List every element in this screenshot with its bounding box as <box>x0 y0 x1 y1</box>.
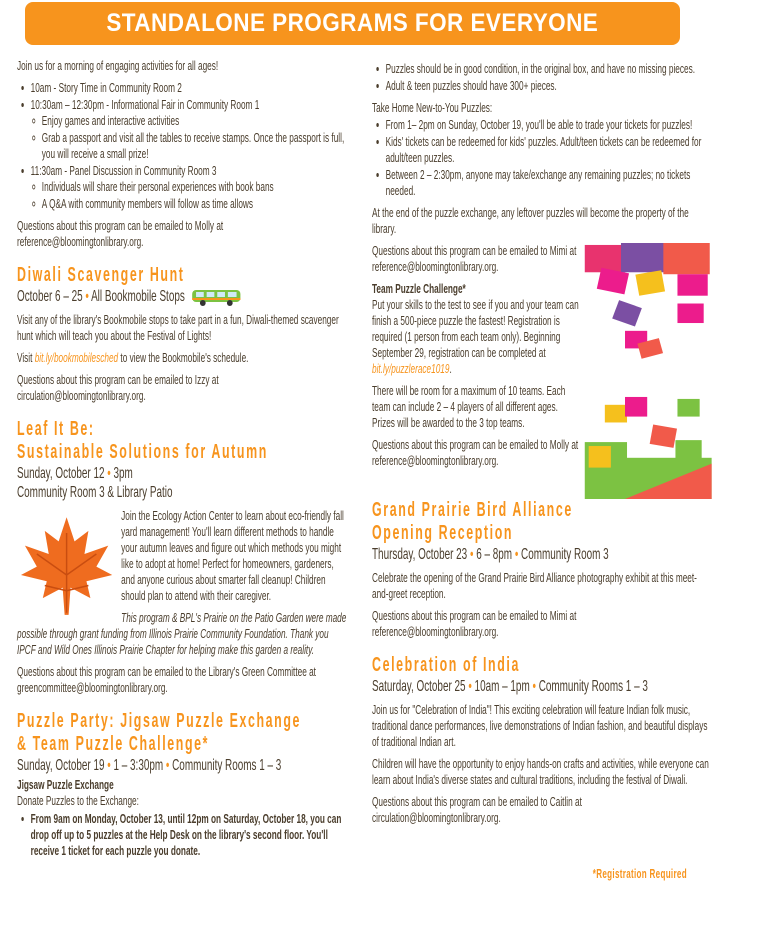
diwali-contact: Questions about this program can be emailed to Izzy at circulation@bloomingtonlibrary.org. <box>17 372 219 403</box>
diwali-description: Visit any of the library's Bookmobile stops to take part in a fun, Diwali-themed scavenger hunt which will teach you about the Festival of Lights! <box>17 312 339 343</box>
leftover-note: At the end of the puzzle exchange, any leftover puzzles will become the property of the library. <box>372 205 689 236</box>
leaf-location: Community Room 3 & Library Patio <box>17 484 173 501</box>
takehome-heading: Take Home New-to-You Puzzles: <box>372 100 493 115</box>
india-children: Children will have the opportunity to enjoy hands-on crafts and activities, while everyone can learn about India's diverse states and cultural traditions, including the festival of Diwali. <box>372 756 709 787</box>
date-text: Saturday, October 25 <box>372 678 466 695</box>
bird-contact: Questions about this program can be emailed to Mimi at reference@bloomingtonlibrary.org. <box>372 608 577 639</box>
title-line: Puzzle Party: Jigsaw Puzzle Exchange <box>17 710 302 732</box>
puzzle-race-link[interactable]: bit.ly/puzzlerace1019 <box>372 361 450 376</box>
bird-program <box>372 499 712 640</box>
donate-item: • From 9am on Monday, October 13, until 12pm on Saturday, October 18, you can drop off up to 5 puzzles at the Help Desk on the library's second floor. You'll receive 1 ticket for each puzzle you donate. <box>31 811 347 859</box>
intro-text: Join us for a morning of engaging activities for all ages! <box>17 58 219 73</box>
time-text: 6 – 8pm <box>476 546 513 563</box>
registration-note: *Registration Required <box>592 866 687 881</box>
date-text: October 6 – 25 <box>17 288 83 305</box>
bookmobile-schedule-link[interactable]: bit.ly/bookmobilesched <box>34 350 119 365</box>
schedule-item <box>31 80 347 96</box>
takehome-item: • Between 2 – 2:30pm, anyone may take/exchange any remaining puzzles; no tickets needed. <box>386 167 712 199</box>
team-text: Put your skills to the test to see if you and your team can finish a 500-piece puzzle the fastest! Registration is required (1 person from each team only). Beginning September 29, registration can be completed at <box>372 297 579 360</box>
exchange-heading: Jigsaw Puzzle Exchange <box>17 777 114 792</box>
time-text: 3pm <box>113 465 133 482</box>
puzzle-pieces-image <box>585 243 712 365</box>
donate-list <box>17 811 347 859</box>
schedule-subitem: ◦ Grab a passport and visit all the tables to receive stamps. Once the passport is full, you will receive a small prize! <box>42 130 347 162</box>
diwali-title <box>17 264 347 287</box>
puzzle-pieces-image <box>585 395 712 499</box>
takehome-item: • Kids' tickets can be redeemed for kids' puzzles. Adult/teen tickets can be redeemed for adult/teen puzzles. <box>386 134 712 166</box>
donate-item: • Puzzles should be in good condition, in the original box, and have no missing pieces. <box>386 61 712 77</box>
title-line: Opening Reception <box>372 522 514 544</box>
puzzle-date: Sunday, October 19 • 1 – 3:30pm • Community Rooms 1 – 3 <box>17 757 282 774</box>
left-column <box>17 58 347 865</box>
location-text: Community Rooms 1 – 3 <box>172 757 282 774</box>
schedule-subitem: ◦ Enjoy games and interactive activities <box>42 113 347 129</box>
leaf-description: Join the Ecology Action Center to learn about eco-friendly fall yard management! You'll learn different methods to handle your autumn leaves and figure out which methods you might like to adopt at home! Perfect for homeowners, gardeners, and anyone curious about smarter fall cleanup! Children should plan to attend with their caregiver. <box>121 508 344 603</box>
puzzle-pieces-graphic <box>585 243 712 365</box>
schedule-item <box>31 97 347 162</box>
diwali-visit <box>17 350 347 366</box>
bird-title <box>372 499 712 545</box>
donate-item: • Adult & teen puzzles should have 300+ pieces. <box>386 78 712 94</box>
puzzle-title <box>17 710 347 756</box>
takehome-item: • From 1– 2pm on Sunday, October 19, you'll be able to trade your tickets for puzzles! <box>386 117 712 133</box>
india-title: Celebration of India <box>372 654 520 676</box>
section-banner <box>25 2 680 45</box>
right-column <box>372 61 712 882</box>
puzzle-art-gap <box>585 365 712 395</box>
title-line: Grand Prairie Bird Alliance <box>372 499 573 521</box>
leaf-date: Sunday, October 12 • 3pm <box>17 465 133 482</box>
banner-title: STANDALONE PROGRAMS FOR EVERYONE <box>106 9 599 37</box>
intro-schedule <box>17 80 347 212</box>
diwali-program <box>17 264 347 404</box>
puzzle-program <box>17 710 347 859</box>
leaf-title <box>17 418 347 464</box>
exchange-contact: Questions about this program can be emailed to Mimi at reference@bloomingtonlibrary.org. <box>372 243 577 274</box>
date-text: Thursday, October 23 <box>372 546 468 563</box>
exchange-intro: Donate Puzzles to the Exchange: <box>17 793 139 808</box>
leaf-contact: Questions about this program can be emailed to the Library's Green Committee at greencommittee@bloomingtonlibrary.org. <box>17 664 316 695</box>
time-text: 10am – 1pm <box>474 678 530 695</box>
schedule-subitem: ◦ A Q&A with community members will follow as time allows <box>42 196 347 212</box>
schedule-subitem: ◦ Individuals will share their personal experiences with book bans <box>42 179 347 195</box>
diwali-title-text: Diwali Scavenger Hunt <box>17 264 185 286</box>
intro-program <box>17 58 347 250</box>
team-contact: Questions about this program can be emailed to Molly at reference@bloomingtonlibrary.org. <box>372 437 579 468</box>
bookmobile-icon <box>191 288 243 306</box>
leaf-program <box>17 418 347 696</box>
date-text: Sunday, October 12 <box>17 465 105 482</box>
puzzle-pieces-graphic <box>585 395 712 499</box>
time-text: 1 – 3:30pm <box>113 757 164 774</box>
location-text: Community Room 3 <box>521 546 609 563</box>
team-description: Put your skills to the test to see if you and your team can finish a 500-piece puzzle the fastest! Registration is required (1 person from each team only). Beginning September 29, registration can be completed at bit.ly/puzzlerace1019. <box>372 297 579 376</box>
title-line: Sustainable Solutions for Autumn <box>17 441 268 463</box>
donate-list-continued <box>372 61 712 94</box>
title-line: Leaf It Be: <box>17 418 95 440</box>
team-heading: Team Puzzle Challenge* <box>372 281 466 296</box>
team-details: There will be room for a maximum of 10 teams. Each team can include 2 – 4 players of all different ages. Prizes will be awarded to the 3 top teams. <box>372 383 566 430</box>
schedule-text: 10am - Story Time in Community Room 2 <box>30 80 182 95</box>
visit-text: Visit <box>17 350 35 365</box>
india-date: Saturday, October 25 • 10am – 1pm • Community Rooms 1 – 3 <box>372 678 648 695</box>
intro-contact: Questions about this program can be emailed to Molly at reference@bloomingtonlibrary.org. <box>17 218 224 249</box>
diwali-date: October 6 – 25 • All Bookmobile Stops <box>17 287 347 306</box>
india-description: Join us for "Celebration of India"! This exciting celebration will feature Indian folk music, traditional dance performances, live demonstrations of Indian fashion, and beautiful displays of traditional Indian art. <box>372 702 708 749</box>
location-text: Community Rooms 1 – 3 <box>538 678 648 695</box>
leaf-grant-note: This program & BPL's Prairie on the Patio Garden were made possible through grant funding from Illinois Prairie Community Foundation. Thank you IPCF and Wild Ones Illinois Prairie Chapter for helping make this garden a reality. <box>17 610 347 657</box>
india-program <box>372 654 712 826</box>
bird-description: Celebrate the opening of the Grand Prairie Bird Alliance photography exhibit at this meet-and-greet reception. <box>372 570 697 601</box>
location-text: All Bookmobile Stops <box>91 288 185 305</box>
schedule-item <box>31 163 347 212</box>
title-line: & Team Puzzle Challenge* <box>17 733 210 755</box>
takehome-list <box>372 117 712 199</box>
schedule-text: 10:30am – 12:30pm - Informational Fair in Community Room 1 <box>30 97 260 112</box>
india-contact: Questions about this program can be emailed to Caitlin at circulation@bloomingtonlibrary.org. <box>372 794 582 825</box>
schedule-text: 11:30am - Panel Discussion in Community Room 3 <box>30 163 217 178</box>
maple-leaf-icon <box>17 512 116 617</box>
date-text: Sunday, October 19 <box>17 757 105 774</box>
visit-text: to view the Bookmobile's schedule. <box>118 350 249 365</box>
bird-date: Thursday, October 23 • 6 – 8pm • Community Room 3 <box>372 546 609 563</box>
